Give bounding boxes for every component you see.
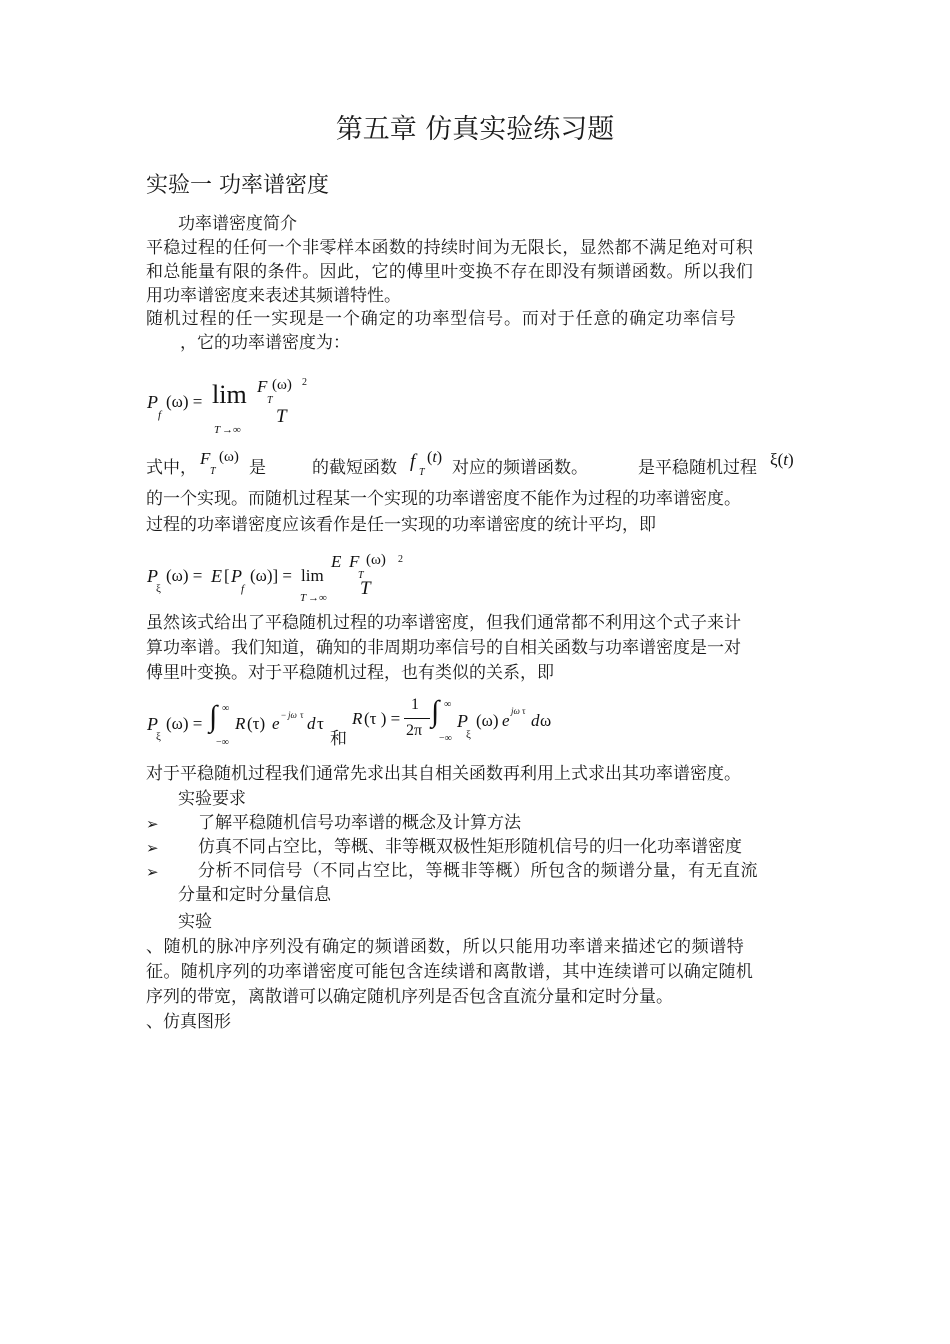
intro-line-5: ，它的功率谱密度为： <box>180 333 350 353</box>
list-item-text: 分析不同信号（不同占空比，等概非等概）所包含的频谱分量，有无直流 <box>198 861 758 881</box>
intro-line-3: 用功率谱密度来表述其频谱特性。 <box>146 286 401 306</box>
explain-line-1: 的一个实现。而随机过程某一个实现的功率谱密度不能作为过程的功率谱密度。 <box>146 489 741 509</box>
experiment-heading: 实验 <box>178 912 212 932</box>
relation-line-2: 算功率谱。我们知道，确知的非周期功率信号的自相关函数与功率谱密度是一对 <box>146 638 741 658</box>
list-item-text: 了解平稳随机信号功率谱的概念及计算方法 <box>198 813 521 833</box>
document-page: 第五章 仿真实验练习题 实验一 功率谱密度 功率谱密度简介 平稳过程的任何一个非零样本函数的持续时间为无限长，显然都不满足绝对可积 和总能量有限的条件。因此，它的傅里叶变换不存在即没有频谱函数。所以我们 用功率谱密度来表述其频谱特性。 随机过程的任一实现是一个确定的功率型信号。而对于任意的确定功率信号 ，它的功率谱密度为： P f (ω) = lim T →∞ F T (ω) 2 T 式中， F T (ω) 是 的截短函数 f T (t) 对应的频谱函数。 是平稳随机过程 ξ(t) 的一个实现。而随机过程某一个实现的功率谱密度不能作为过程的功率谱密度。 过程的功率谱密度应该看作是任一实现的功率谱密度的统计平均，即 P ξ (ω) = E [ P f (ω)] = lim T →∞ E F T (ω) 2 T 虽然该式给出了平稳随机过程的功率谱密度，但我们通常都不利用这个式子来计 算功率谱。我们知道，确知的非周期功率信号的自相关函数与功率谱密度是一对 傅里叶变换。对于平稳随机过程，也有类似的关系，即 P ξ (ω) = ∫ ∞ −∞ R (τ) e − jω τ d τ 和 R (τ ) = 1 2π ∫ ∞ −∞ P ξ (ω) e jω τ d ω 对于平稳随机过程我们通常先求出其自相关函数再利用上式求出其功率谱密度。 实验要求 ➢ 了解平稳随机信号功率谱的概念及计算方法 ➢ 仿真不同占空比，等概、非等概双极性矩形随机信号的归一化功率谱密度 ➢ 分析不同信号（不同占空比，等概非等概）所包含的频谱分量，有无直流 分量和定时分量信息 实验 、随机的脉冲序列没有确定的频谱函数，所以只能用功率谱来描述它的频谱特 征。随机序列的功率谱密度可能包含连续谱和离散谱，其中连续谱可以确定随机 序列的带宽，离散谱可以确定随机序列是否包含直流分量和定时分量。 、仿真图形 <box>0 0 950 1344</box>
list-item-text: 仿真不同占空比，等概、非等概双极性矩形随机信号的归一化功率谱密度 <box>198 837 742 857</box>
section-heading: 实验一 功率谱密度 <box>146 173 329 198</box>
experiment-line-3: 序列的带宽，离散谱可以确定随机序列是否包含直流分量和定时分量。 <box>146 987 673 1007</box>
chapter-title: 第五章 仿真实验练习题 <box>335 114 615 145</box>
experiment-line-2: 征。随机序列的功率谱密度可能包含连续谱和离散谱，其中连续谱可以确定随机 <box>146 962 754 982</box>
relation-line-1: 虽然该式给出了平稳随机过程的功率谱密度，但我们通常都不利用这个式子来计 <box>146 613 741 633</box>
relation-after: 对于平稳随机过程我们通常先求出其自相关函数再利用上式求出其功率谱密度。 <box>146 764 741 784</box>
explain-line-2: 过程的功率谱密度应该看作是任一实现的功率谱密度的统计平均，即 <box>146 515 656 535</box>
experiment-line-4: 、仿真图形 <box>146 1012 231 1032</box>
list-item-text-cont: 分量和定时分量信息 <box>178 885 331 905</box>
intro-subheading: 功率谱密度简介 <box>178 214 297 234</box>
relation-line-3: 傅里叶变换。对于平稳随机过程，也有类似的关系，即 <box>146 663 554 683</box>
experiment-line-1: 、随机的脉冲序列没有确定的频谱函数，所以只能用功率谱来描述它的频谱特 <box>146 937 745 957</box>
intro-line-2: 和总能量有限的条件。因此，它的傅里叶变换不存在即没有频谱函数。所以我们 <box>146 262 754 282</box>
arrow-bullet-icon: ➢ <box>146 839 159 857</box>
requirements-heading: 实验要求 <box>178 789 246 809</box>
arrow-bullet-icon: ➢ <box>146 863 159 881</box>
intro-line-1: 平稳过程的任何一个非零样本函数的持续时间为无限长，显然都不满足绝对可积 <box>146 238 754 258</box>
intro-line-4: 随机过程的任一实现是一个确定的功率型信号。而对于任意的确定功率信号 <box>146 309 737 329</box>
arrow-bullet-icon: ➢ <box>146 815 159 833</box>
